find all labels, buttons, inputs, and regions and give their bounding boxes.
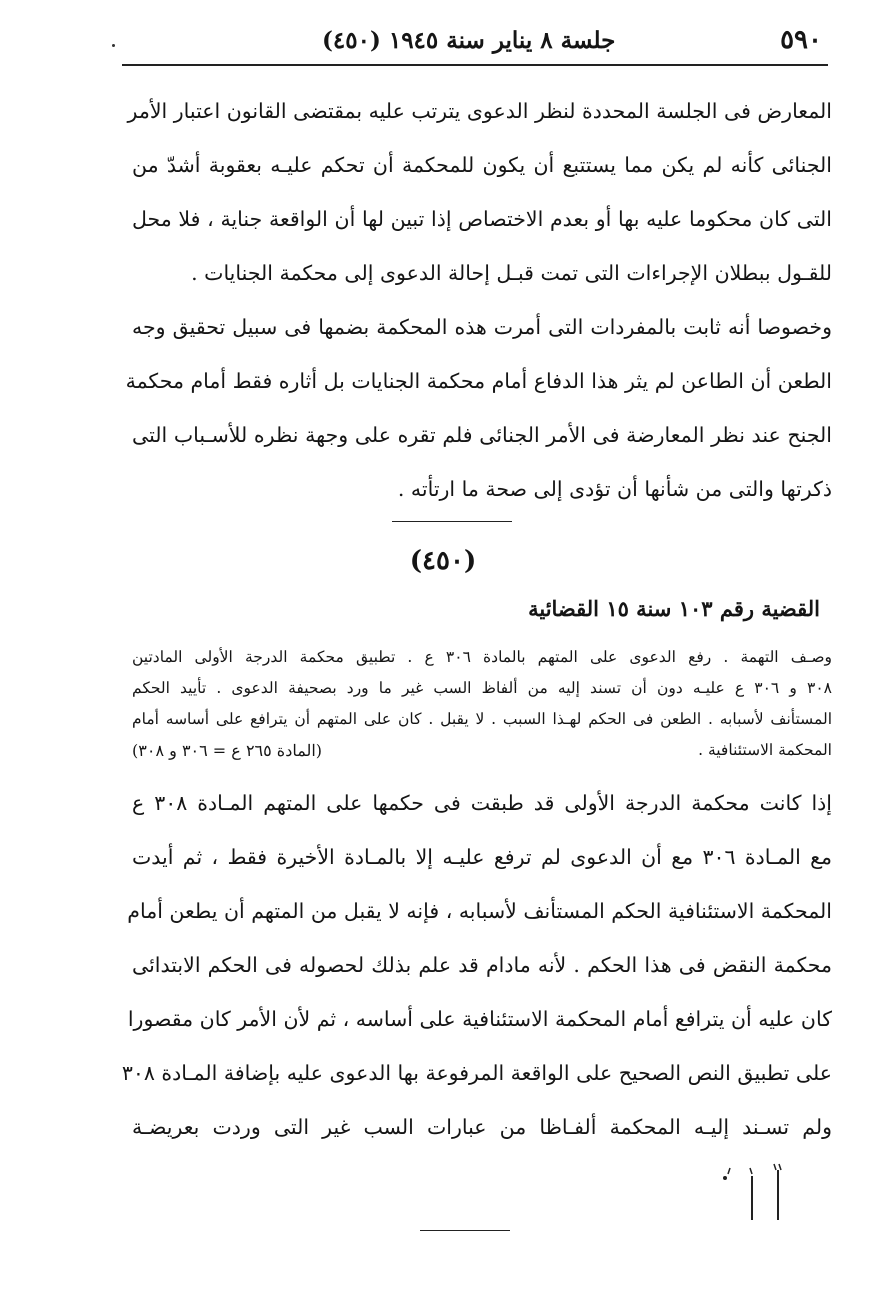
text-line: إذا كانت محكمة الدرجة الأولى قد طبقت فى حكمها على المتهم المـادة ٣٠٨ ع [132, 791, 832, 815]
summary-line: المحكمة الاستئنافية . [698, 741, 832, 759]
page-header [122, 18, 822, 62]
case-title: القضية رقم ١٠٣ سنة ١٥ القضائية [528, 596, 820, 621]
section-divider [392, 521, 512, 522]
paragraph-principle [121, 776, 832, 1154]
stray-mark [112, 44, 115, 47]
case-number: (٤٥٠) [409, 546, 477, 576]
text-line: الطعن أن الطاعن لم يثر هذا الدفاع أمام محكمة الجنايات بل أثاره فقط أمام محكمة [125, 369, 832, 393]
text-line: كان عليه أن يترافع أمام المحكمة الاستئنافية على أساسه ، ثم لأن الأمر كان مقصورا [127, 1007, 832, 1031]
summary-line: ٣٠٨ و ٣٠٦ ع عليـه دون أن تسند إليه من ألفاظ السب غير ما ورد بصحيفة الدعوى . تأييد الحكم [132, 679, 832, 697]
legal-reference: (المادة ٢٦٥ ع = ٣٠٦ و ٣٠٨) [132, 741, 322, 760]
footer-divider [420, 1230, 510, 1231]
summary-line: المستأنف لأسبابه . الطعن فى الحكم لهـذا السبب . لا يقبل . كان على المتهم أن يترافع على أساسه أمام [132, 710, 832, 728]
scan-artifact-marks [720, 1164, 810, 1224]
case-summary [132, 642, 832, 766]
text-line: الجنائى كأنه لم يكن مما يستتبع أن يكون للمحكمة أن تحكم عليـه بعقوبة أشدّ من [132, 153, 832, 177]
text-line: المعارض فى الجلسة المحددة لنظر الدعوى يترتب عليه بمقتضى القانون اعتبار الأمر [127, 99, 832, 123]
text-line: التى كان محكوما عليه بها أو بعدم الاختصاص إذا تبين لها أن الواقعة جناية ، فلا محل [132, 207, 832, 231]
summary-line: وصـف التهمة . رفع الدعوى على المتهم بالمادة ٣٠٦ ع . تطبيق محكمة الدرجة الأولى المادتين [132, 648, 832, 666]
page-number: ٥٩٠ [780, 25, 822, 55]
summary-final-line [132, 735, 832, 766]
text-line: ولم تسـند إليـه المحكمة ألفـاظا من عبارات السب غير التى وردت بعريضـة [132, 1115, 832, 1139]
text-line: وخصوصا أنه ثابت بالمفردات التى أمرت هذه المحكمة بضمها فى سبيل تحقيق وجه [132, 315, 832, 339]
text-line: المحكمة الاستئنافية الحكم المستأنف لأسبابه ، فإنه لا يقبل من المتهم أن يطعن أمام [127, 899, 832, 923]
text-line: الجنح عند نظر المعارضة فى الأمر الجنائى فلم تقره على وجهة نظره للأسـباب التى [132, 423, 832, 447]
text-line: للقـول ببطلان الإجراءات التى تمت قبـل إحالة الدعوى إلى محكمة الجنايات . [191, 261, 832, 285]
paragraph-continuation [125, 84, 832, 516]
running-title: جلسة ٨ يناير سنة ١٩٤٥ (٤٥٠) [322, 26, 616, 54]
text-line: مع المـادة ٣٠٦ مع أن الدعوى لم ترفع عليـه إلا بالمـادة الأخيرة فقط ، ثم أيدت [132, 845, 832, 869]
header-rule [122, 64, 828, 66]
text-line: ذكرتها والتى من شأنها أن تؤدى إلى صحة ما ارتأته . [397, 477, 832, 501]
text-line: على تطبيق النص الصحيح على الواقعة المرفوعة بها الدعوى عليه بإضافة المـادة ٣٠٨ [121, 1061, 832, 1085]
text-line: محكمة النقض فى هذا الحكم . لأنه مادام قد علم بذلك لحصوله فى الحكم الابتدائى [132, 953, 832, 977]
